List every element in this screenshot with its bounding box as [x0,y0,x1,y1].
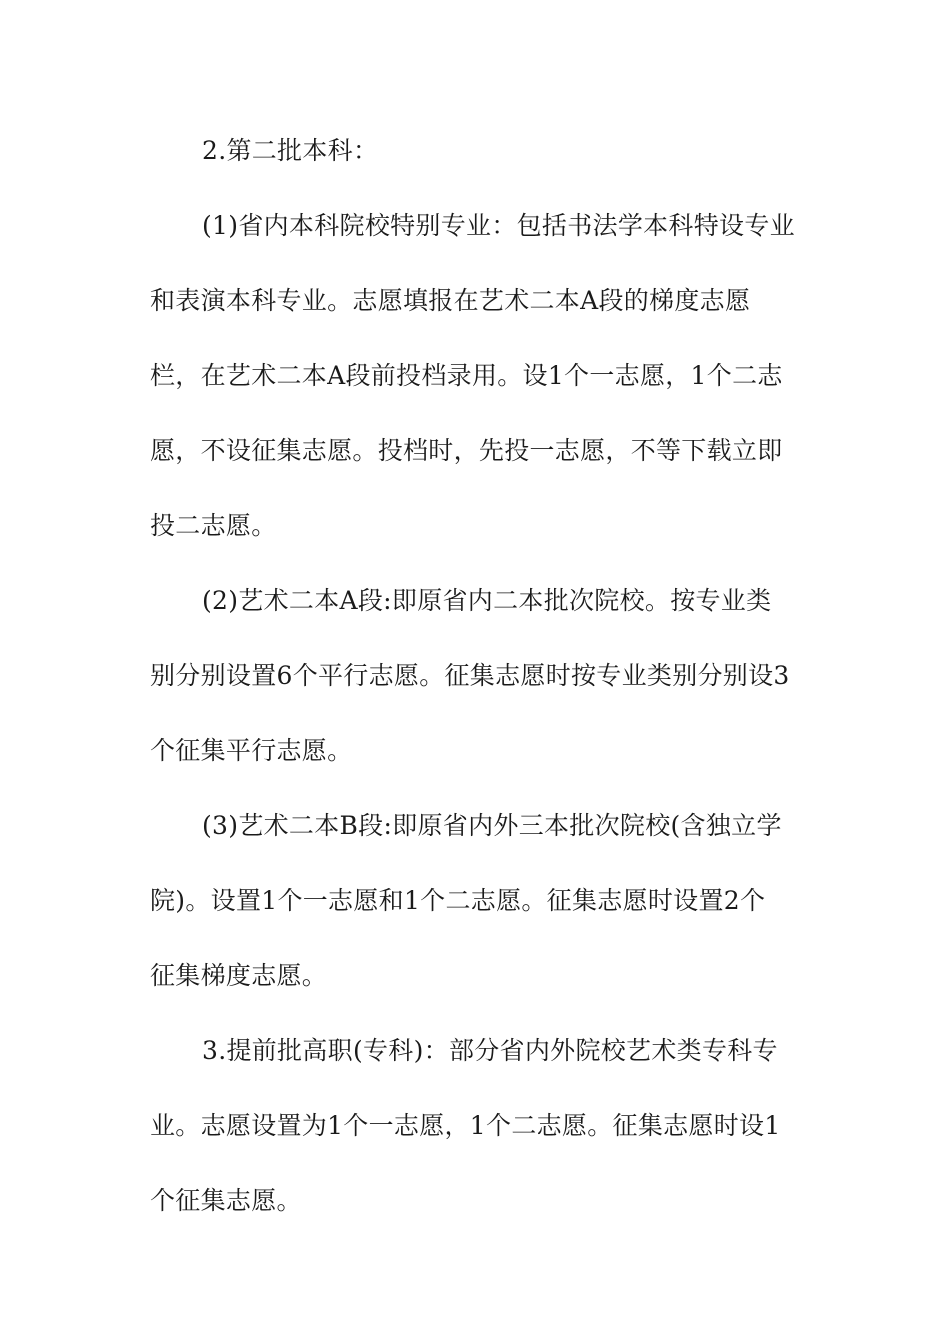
paragraph-line: 院)。设置1个一志愿和1个二志愿。征集志愿时设置2个 [150,886,766,915]
paragraph-line: 栏，在艺术二本A段前投档录用。设1个一志愿，1个二志 [150,361,783,390]
paragraph-line: 个征集平行志愿。 [150,736,353,765]
paragraph-line: 愿，不设征集志愿。投档时，先投一志愿，不等下载立即 [150,436,783,465]
paragraph-line: 投二志愿。 [150,511,277,540]
heading-second-batch: 2.第二批本科： [202,136,379,165]
paragraph-line: (1)省内本科院校特别专业：包括书法学本科特设专业 [202,211,795,240]
heading-advance-batch: 3.提前批高职(专科)：部分省内外院校艺术类专科专 [202,1036,778,1065]
paragraph-line: 业。志愿设置为1个一志愿，1个二志愿。征集志愿时设1 [150,1111,781,1140]
paragraph-line: 和表演本科专业。志愿填报在艺术二本A段的梯度志愿 [150,286,751,315]
paragraph-line: (2)艺术二本A段:即原省内二本批次院校。按专业类 [202,586,772,615]
paragraph-line: 别分别设置6个平行志愿。征集志愿时按专业类别分别设3 [150,661,790,690]
paragraph-line: 征集梯度志愿。 [150,961,328,990]
paragraph-line: 个征集志愿。 [150,1186,302,1215]
paragraph-line: (3)艺术二本B段:即原省内外三本批次院校(含独立学 [202,811,782,840]
